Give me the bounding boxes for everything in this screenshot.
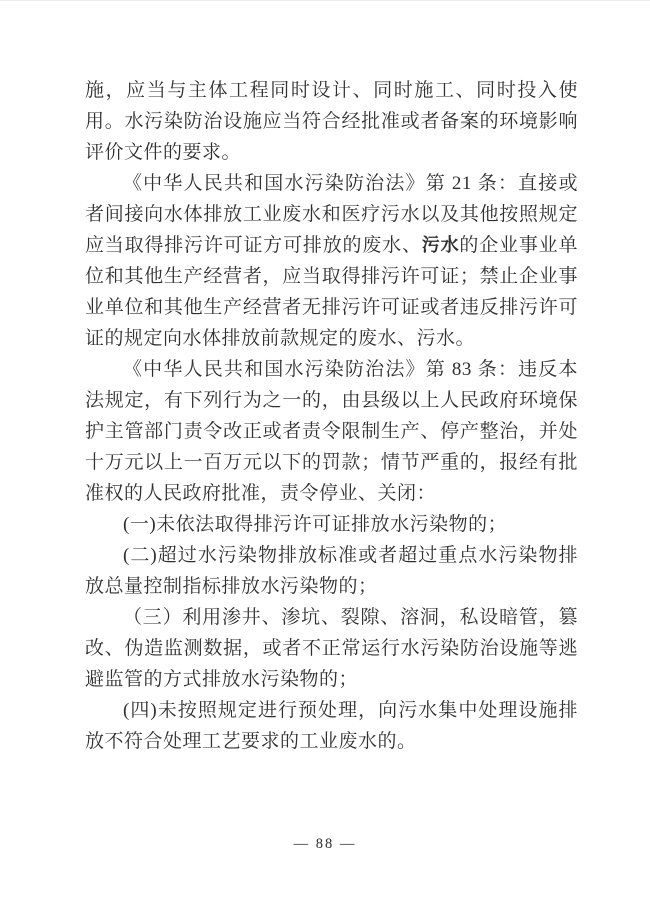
page-footer xyxy=(0,835,650,853)
list-item-3: （三）利用渗井、渗坑、裂隙、溶洞，私设暗管，篡改、伪造监测数据，或者不正常运行水污染防治设施等逃避监管的方式排放水污染物的； xyxy=(85,607,578,690)
list-item-1: (一)未依法取得排污许可证排放水污染物的； xyxy=(123,514,508,535)
article-21-text-before: 《中华人民共和国水污染防治法》第 21 条：直接或者间接向水体排放工业废水和医疗污水以及其他按照规定应当取得排污许可证方可排放的废水、 xyxy=(85,173,578,256)
paragraph-continuation: 施，应当与主体工程同时设计、同时施工、同时投入使用。水污染防治设施应当符合经批准或者备案的环境影响评价文件的要求。 xyxy=(85,80,578,163)
paragraph-article-83: 《中华人民共和国水污染防治法》第 83 条：违反本法规定，有下列行为之一的，由县级以上人民政府环境保护主管部门责令改正或者责令限制生产、停产整治，并处十万元以上一百万元以下的罚款；情节严重的，报经有批准权的人民政府批准，责令停业、关闭： xyxy=(85,359,578,504)
page-number: — 88 — xyxy=(293,836,357,852)
paragraph-article-21 xyxy=(85,168,578,354)
bold-emphasis-term: 污水 xyxy=(421,235,460,255)
list-item-4: (四)未按照规定进行预处理，向污水集中处理设施排放不符合处理工艺要求的工业废水的。 xyxy=(85,700,578,752)
article-21-text-after: 的企业事业单位和其他生产经营者，应当取得排污许可证；禁止企业事业单位和其他生产经营者无排污许可证或者违反排污许可证的规定向水体排放前款规定的废水、污水。 xyxy=(85,235,578,349)
page-body-text xyxy=(85,75,578,757)
list-item-2: (二)超过水污染物排放标准或者超过重点水污染物排放总量控制指标排放水污染物的； xyxy=(85,545,578,597)
